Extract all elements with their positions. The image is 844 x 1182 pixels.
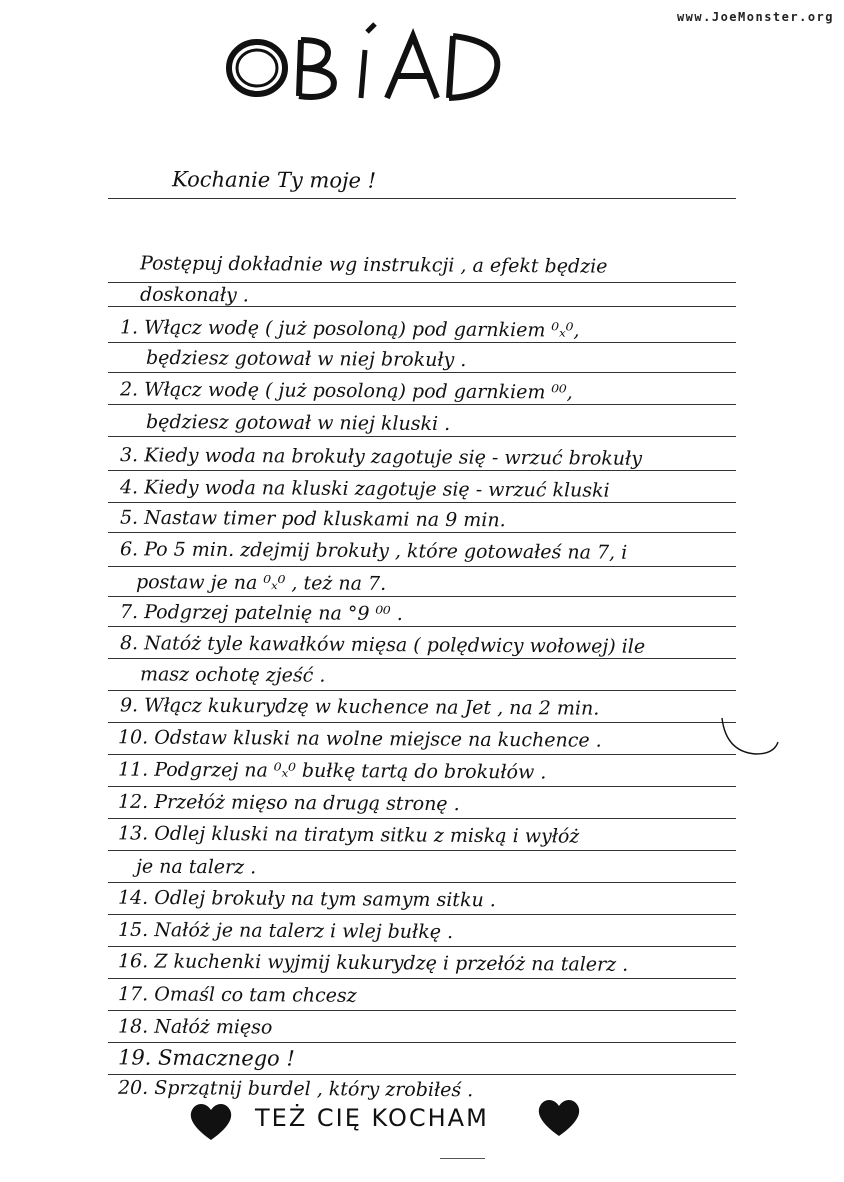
step-line: 16. Z kuchenki wyjmij kukurydzę i przełóż na talerz . xyxy=(117,950,629,976)
ruled-line xyxy=(108,626,736,627)
step-line: 14. Odlej brokuły na tym samym sitku . xyxy=(117,886,496,912)
step-line: 10. Odstaw kluski na wolne miejsce na kuchence . xyxy=(117,726,602,752)
ruled-line xyxy=(108,882,736,883)
ruled-line xyxy=(108,914,736,915)
step-line: 9. Włącz kukurydzę w kuchence na Jet , na 2 min. xyxy=(119,694,600,720)
ruled-line xyxy=(108,532,736,533)
ruled-line xyxy=(108,470,736,471)
ruled-line xyxy=(108,786,736,787)
step-line: 4. Kiedy woda na kluski zagotuje się - wrzuć kluski xyxy=(119,476,610,502)
ruled-line xyxy=(108,372,736,373)
step-line: 13. Odlej kluski na tiratym sitku z miską i wyłóż xyxy=(117,822,580,848)
ruled-line xyxy=(108,566,736,567)
ruled-line xyxy=(108,282,736,283)
step-line: 5. Nastaw timer pod kluskami na 9 min. xyxy=(119,506,506,532)
scribble-mark xyxy=(716,712,786,762)
ruled-line xyxy=(108,818,736,819)
ruled-line xyxy=(108,754,736,755)
ruled-line xyxy=(108,978,736,979)
ruled-line xyxy=(108,198,736,199)
step-line: masz ochotę zjeść . xyxy=(139,663,326,687)
intro-line-1: Postępuj dokładnie wg instrukcji , a efekt będzie xyxy=(139,252,608,278)
step-line: 3. Kiedy woda na brokuły zagotuje się - wrzuć brokuły xyxy=(119,444,643,470)
ruled-line xyxy=(108,306,736,307)
step-line: 6. Po 5 min. zdejmij brokuły , które gotowałeś na 7, i xyxy=(119,538,628,564)
greeting: Kochanie Ty moje ! xyxy=(171,167,377,193)
step-line: je na talerz . xyxy=(135,855,257,879)
step-line: 7. Podgrzej patelnię na °9 ⁰⁰ . xyxy=(119,601,403,625)
step-line: 19. Smacznego ! xyxy=(117,1045,295,1071)
step-line: 11. Podgrzej na ⁰ₓ⁰ bułkę tartą do brokułów . xyxy=(117,758,547,784)
ruled-line xyxy=(108,690,736,691)
step-line: 8. Natóż tyle kawałków mięsa ( polędwicy wołowej) ile xyxy=(119,632,646,658)
ruled-line xyxy=(108,596,736,597)
ruled-line xyxy=(108,658,736,659)
ruled-line xyxy=(108,502,736,503)
step-line: będziesz gotował w niej brokuły . xyxy=(145,346,467,372)
step-line: 20. Sprzątnij burdel , który zrobiłeś . xyxy=(117,1076,474,1102)
signature: TEŻ CIĘ KOCHAM xyxy=(255,1104,489,1132)
heart-icon xyxy=(536,1094,582,1140)
ruled-line xyxy=(108,1042,736,1043)
step-line: 17. Omaśl co tam chcesz xyxy=(117,983,357,1007)
watermark: www.JoeMonster.org xyxy=(676,10,834,24)
ruled-line xyxy=(108,342,736,343)
ruled-line xyxy=(108,722,736,723)
step-line: 18. Nałóż mięso xyxy=(117,1015,273,1039)
intro-line-2: doskonały . xyxy=(139,283,249,307)
heart-icon xyxy=(188,1098,234,1144)
step-line: 15. Nałóż je na talerz i wlej bułkę . xyxy=(117,918,454,944)
step-line: postaw je na ⁰ₓ⁰ , też na 7. xyxy=(135,571,387,595)
step-line: będziesz gotował w niej kluski . xyxy=(145,410,451,436)
ruled-line xyxy=(108,850,736,851)
ruled-line xyxy=(108,946,736,947)
step-line: 12. Przełóż mięso na drugą stronę . xyxy=(117,790,460,816)
step-line: 1. Włącz wodę ( już posoloną) pod garnkiem ⁰ₓ⁰, xyxy=(119,316,580,342)
title xyxy=(215,18,515,108)
ruled-line xyxy=(108,436,736,437)
ruled-line xyxy=(108,1010,736,1011)
step-line: 2. Włącz wodę ( już posoloną) pod garnkiem ⁰⁰, xyxy=(119,378,573,404)
bottom-rule xyxy=(440,1158,485,1159)
ruled-line xyxy=(108,1074,736,1075)
ruled-line xyxy=(108,404,736,405)
